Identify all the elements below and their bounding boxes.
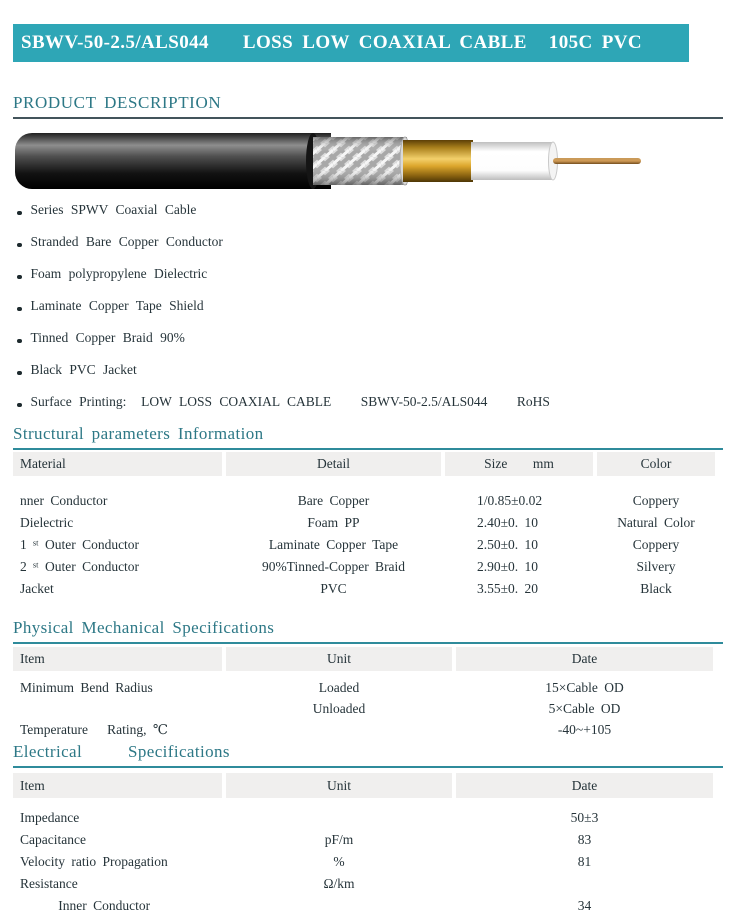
- table-cell: 1/0.85±0.02: [477, 493, 543, 508]
- table-row: [13, 719, 713, 740]
- column-header: Detail: [226, 452, 441, 476]
- table-cell: 2.40±0. 10: [477, 515, 539, 530]
- column-header: Unit: [226, 647, 452, 671]
- table-cell: Laminate Copper Tape: [268, 537, 399, 552]
- column-header: Date: [456, 647, 713, 671]
- table-row: [13, 698, 713, 719]
- table-cell: nner Conductor: [20, 493, 108, 508]
- table-cell: 90%Tinned-Copper Braid: [261, 559, 406, 574]
- table-cell: Capacitance: [20, 832, 86, 847]
- cable-dielectric: [471, 142, 553, 180]
- table-cell: Jacket: [20, 581, 54, 596]
- column-header: Color: [597, 452, 715, 476]
- list-item: [13, 226, 550, 258]
- section-heading-electrical: Electrical Specifications: [13, 742, 723, 768]
- table-cell: [456, 873, 713, 895]
- table-cell: [226, 895, 452, 917]
- cable-jacket-body: [163, 133, 331, 189]
- table-row: [13, 829, 713, 851]
- table-cell: 34: [577, 898, 592, 913]
- feature-text: Stranded Bare Copper Conductor: [30, 234, 223, 249]
- table-row: [13, 534, 715, 556]
- column-header: Unit: [226, 773, 452, 798]
- table-cell: Coppery: [632, 493, 680, 508]
- list-item: [13, 322, 550, 354]
- section-heading-physical: Physical Mechanical Specifications: [13, 618, 723, 644]
- list-item: [13, 290, 550, 322]
- table-row: [13, 677, 713, 698]
- table-cell: Inner Conductor: [20, 898, 151, 913]
- table-row: [13, 895, 713, 917]
- bullet-icon: [17, 371, 22, 376]
- table-cell: [226, 719, 452, 740]
- bullet-icon: [17, 211, 22, 216]
- feature-text: Foam polypropylene Dielectric: [30, 266, 208, 281]
- feature-text: Tinned Copper Braid 90%: [30, 330, 185, 345]
- table-cell: %: [333, 854, 345, 869]
- table-cell: 3.55±0. 20: [477, 581, 539, 596]
- table-cell: PVC: [320, 581, 347, 596]
- bullet-icon: [17, 275, 22, 280]
- column-header: Item: [13, 647, 222, 671]
- list-item: [13, 194, 550, 226]
- title-product-name: LOSS LOW COAXIAL CABLE: [242, 32, 527, 53]
- column-header: Size mm: [445, 452, 593, 476]
- cable-photo: [13, 129, 645, 193]
- table-row: [13, 873, 713, 895]
- table-cell: -40~+105: [557, 721, 612, 737]
- table-header-row: [13, 452, 715, 476]
- table-cell: Unloaded: [312, 700, 366, 716]
- section-heading-structural: Structural parameters Information: [13, 424, 723, 450]
- table-row: [13, 490, 715, 512]
- table-cell: Velocity ratio Propagation: [20, 854, 168, 869]
- table-cell: Bare Copper: [297, 493, 370, 508]
- structural-table: [13, 452, 715, 600]
- list-item: [13, 386, 550, 418]
- electrical-table: [13, 773, 713, 917]
- table-cell: 2.50±0. 10: [477, 537, 539, 552]
- table-cell: Loaded: [318, 679, 360, 695]
- feature-text: Series SPWV Coaxial Cable: [30, 202, 197, 217]
- table-cell: Minimum Bend Radius: [20, 679, 153, 695]
- table-cell: Coppery: [632, 537, 680, 552]
- feature-text: Laminate Copper Tape Shield: [30, 298, 204, 313]
- column-header: Material: [13, 452, 222, 476]
- table-cell: Foam PP: [307, 515, 360, 530]
- section-heading-product-description: PRODUCT DESCRIPTION: [13, 93, 723, 119]
- table-cell: 2 ˢᵗ Outer Conductor: [20, 559, 140, 574]
- table-cell: 50±3: [570, 810, 599, 825]
- table-cell: pF/m: [324, 832, 354, 847]
- table-cell: 15×Cable OD: [545, 679, 624, 695]
- feature-text: Black PVC Jacket: [30, 362, 137, 377]
- table-cell: Temperature Rating, ℃: [20, 721, 168, 737]
- table-cell: 2.90±0. 10: [477, 559, 539, 574]
- title-model: SBWV-50-2.5/ALS044: [21, 32, 209, 53]
- physical-table: [13, 647, 713, 740]
- bullet-icon: [17, 307, 22, 312]
- feature-list: [13, 194, 550, 418]
- feature-text: Surface Printing: LOW LOSS COAXIAL CABLE SBWV-50-2.5/ALS044 RoHS: [30, 394, 550, 409]
- table-cell: Ω/km: [323, 876, 355, 891]
- table-row: [13, 851, 713, 873]
- table-cell: Resistance: [20, 876, 78, 891]
- table-cell: Silvery: [636, 559, 676, 574]
- table-cell: Natural Color: [617, 515, 695, 530]
- column-header: Date: [456, 773, 713, 798]
- table-cell: Impedance: [20, 810, 80, 825]
- bullet-icon: [17, 403, 22, 408]
- table-cell: Black: [640, 581, 672, 596]
- table-header-row: [13, 647, 713, 671]
- column-header: Item: [13, 773, 222, 798]
- cable-copper-tape: [403, 140, 473, 182]
- cable-illustration: [13, 129, 645, 193]
- table-row: [13, 578, 715, 600]
- table-cell: Dielectric: [20, 515, 74, 530]
- table-cell: 5×Cable OD: [548, 700, 621, 716]
- title-bar: [13, 24, 689, 62]
- table-cell: 83: [577, 832, 592, 847]
- table-row: [13, 807, 713, 829]
- bullet-icon: [17, 339, 22, 344]
- list-item: [13, 354, 550, 386]
- table-row: [13, 512, 715, 534]
- cable-conductor: [553, 158, 641, 164]
- table-cell: [226, 807, 452, 829]
- title-rating: 105C PVC: [548, 32, 643, 53]
- table-header-row: [13, 773, 713, 798]
- table-cell: 1 ˢᵗ Outer Conductor: [20, 537, 140, 552]
- table-row: [13, 556, 715, 578]
- table-cell: 81: [577, 854, 592, 869]
- table-cell: [13, 698, 222, 719]
- bullet-icon: [17, 243, 22, 248]
- list-item: [13, 258, 550, 290]
